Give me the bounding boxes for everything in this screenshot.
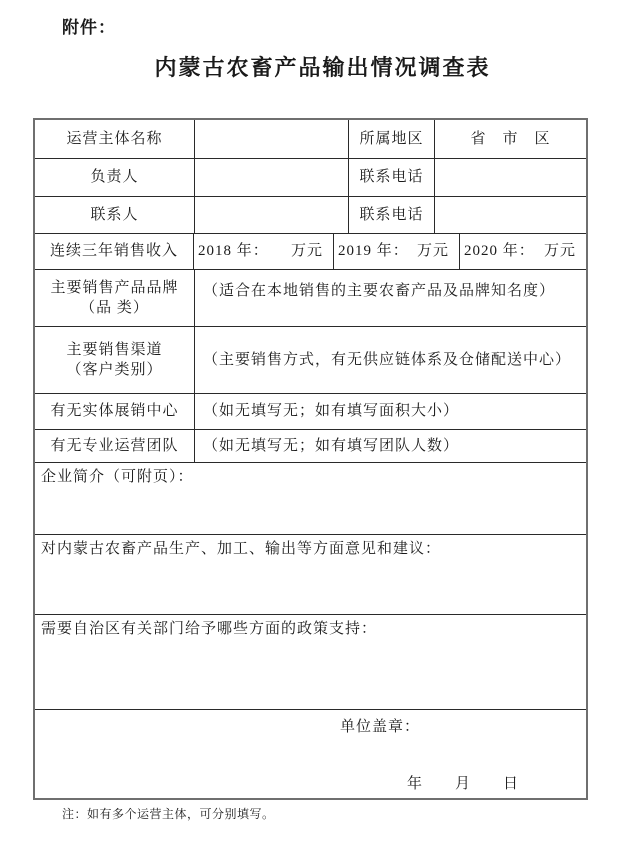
sales-channel-input-cell[interactable] — [195, 327, 586, 393]
product-brand-label — [35, 270, 195, 326]
region-value-cell[interactable]: 省 市 区 — [470, 130, 551, 147]
sales-2018-cell[interactable] — [194, 234, 334, 269]
operator-name-input-cell[interactable] — [195, 120, 349, 158]
table-row — [35, 234, 586, 270]
person-in-charge-label: 负责人 — [35, 159, 195, 196]
company-profile-label: 企业简介（可附页）： — [41, 469, 194, 485]
operating-team-label: 有无专业运营团队 — [35, 430, 195, 462]
attachment-label: 附件： — [62, 18, 116, 37]
table-row — [35, 197, 586, 234]
sales-2019-cell[interactable] — [334, 234, 460, 269]
opinions-label: 对内蒙古农畜产品生产、加工、输出等方面意见和建议： — [41, 541, 442, 557]
opinions-input-cell[interactable] — [35, 535, 586, 614]
table-row — [35, 710, 586, 798]
company-profile-input-cell[interactable] — [35, 463, 586, 534]
year-2019-label: 2019 年： — [338, 243, 409, 260]
product-brand-label-line1: 主要销售产品品牌 — [50, 280, 179, 296]
operating-team-input-cell[interactable] — [195, 430, 586, 462]
unit-label-2019: 万元 — [416, 243, 449, 260]
operator-name-label: 运营主体名称 — [35, 120, 195, 158]
phone-input-cell-1[interactable] — [435, 159, 586, 196]
seal-and-date-cell[interactable] — [35, 710, 586, 798]
year-2018-label: 2018 年： — [198, 243, 269, 260]
table-row — [35, 463, 586, 535]
sales-2020-cell[interactable] — [460, 234, 586, 269]
region-label: 所属地区 — [349, 120, 435, 158]
sales-revenue-label: 连续三年销售收入 — [35, 234, 194, 269]
policy-support-input-cell[interactable] — [35, 615, 586, 709]
year-2020-label: 2020 年： — [464, 243, 535, 260]
table-row — [35, 270, 586, 327]
policy-support-label: 需要自治区有关部门给予哪些方面的政策支持： — [41, 621, 378, 637]
survey-table — [33, 118, 588, 800]
exhibition-center-input-cell[interactable] — [195, 394, 586, 429]
product-brand-label-line2: （品 类） — [80, 300, 149, 316]
sales-channel-label — [35, 327, 195, 393]
sales-channel-label-line1: 主要销售渠道 — [66, 342, 163, 358]
table-row — [35, 327, 586, 394]
phone-label-2: 联系电话 — [349, 197, 435, 233]
date-line: 年 月 日 — [407, 776, 520, 793]
sales-channel-label-line2: （客户类别） — [66, 362, 163, 378]
person-in-charge-input-cell[interactable] — [195, 159, 349, 196]
exhibition-center-label: 有无实体展销中心 — [35, 394, 195, 429]
contact-person-input-cell[interactable] — [195, 197, 349, 233]
table-row — [35, 394, 586, 430]
product-brand-input-cell[interactable] — [195, 270, 586, 326]
unit-label-2020: 万元 — [543, 243, 576, 260]
unit-label-2018: 万元 — [290, 243, 323, 260]
footnote: 注：如有多个运营主体，可分别填写。 — [62, 807, 275, 821]
operating-team-hint: （如无填写无；如有填写团队人数） — [203, 437, 460, 454]
contact-person-label: 联系人 — [35, 197, 195, 233]
table-row — [35, 615, 586, 710]
table-row — [35, 535, 586, 615]
phone-label-1: 联系电话 — [349, 159, 435, 196]
table-row — [35, 430, 586, 463]
phone-input-cell-2[interactable] — [435, 197, 586, 233]
sales-channel-hint: （主要销售方式，有无供应链体系及仓储配送中心） — [203, 351, 572, 368]
table-row — [35, 159, 586, 197]
exhibition-center-hint: （如无填写无；如有填写面积大小） — [203, 403, 460, 420]
page-title: 内蒙古农畜产品输出情况调查表 — [154, 55, 491, 80]
table-row — [35, 120, 586, 159]
product-brand-hint: （适合在本地销售的主要农畜产品及品牌知名度） — [203, 283, 556, 299]
unit-seal-label: 单位盖章： — [340, 719, 421, 735]
